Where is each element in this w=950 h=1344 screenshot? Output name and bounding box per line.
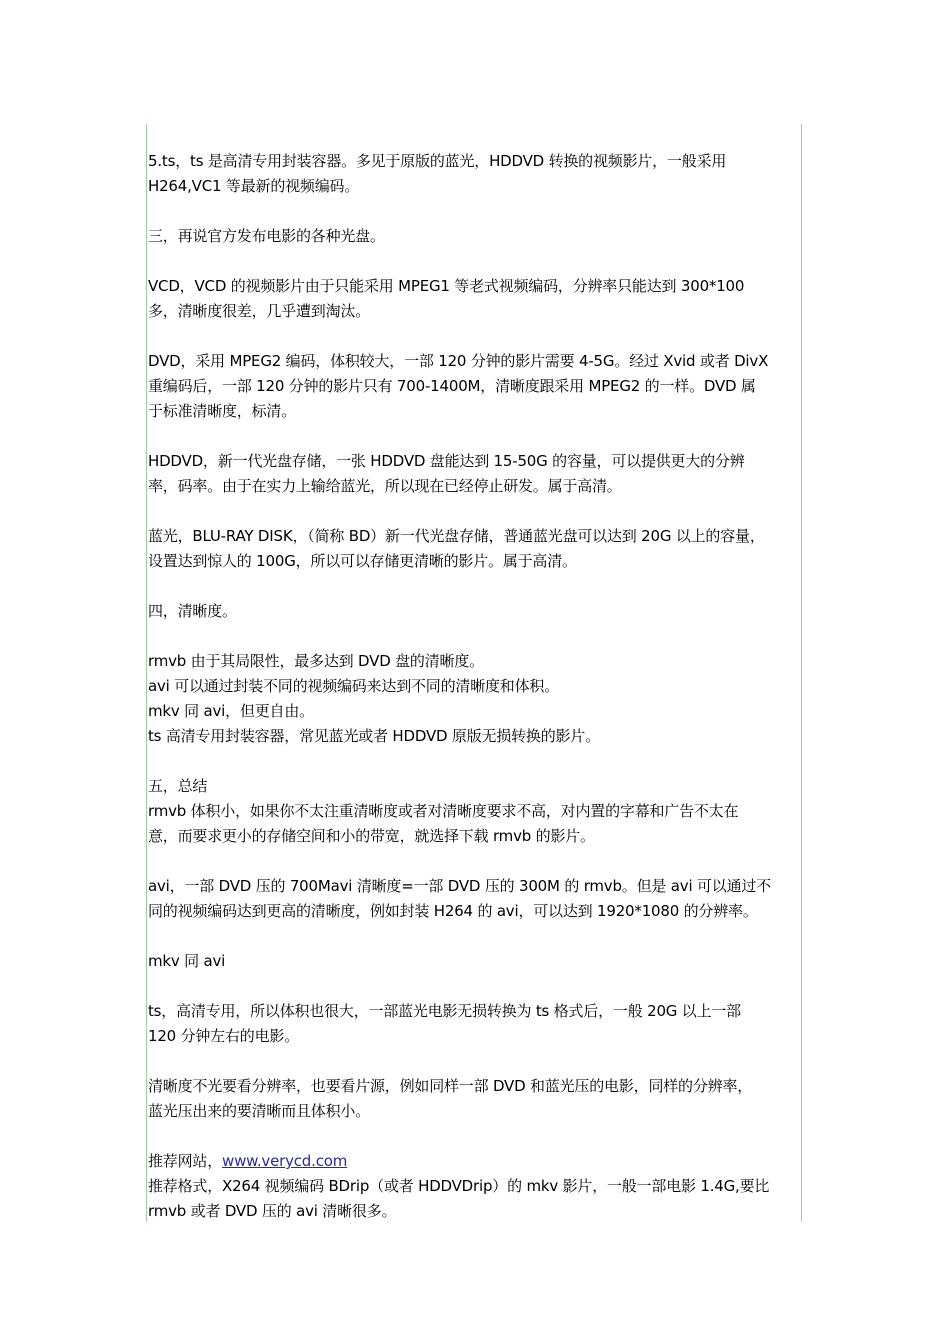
paragraph-line: rmvb 体积小，如果你不太注重清晰度或者对清晰度要求不高，对内置的字幕和广告不太在 xyxy=(148,802,739,820)
paragraph-line: avi 可以通过封装不同的视频编码来达到不同的清晰度和体积。 xyxy=(148,677,560,695)
paragraph-line: avi，一部 DVD 压的 700Mavi 清晰度=一部 DVD 压的 300M 的 rmvb。但是 avi 可以通过不 xyxy=(148,877,771,895)
paragraph-line: 意，而要求更小的存储空间和小的带宽，就选择下载 rmvb 的影片。 xyxy=(148,827,595,845)
paragraph-line: 多，清晰度很差，几乎遭到淘汰。 xyxy=(148,302,371,320)
paragraph-line: HDDVD，新一代光盘存储，一张 HDDVD 盘能达到 15-50G 的容量，可以提供更大的分辨 xyxy=(148,452,745,470)
paragraph-line: 蓝光压出来的要清晰而且体积小。 xyxy=(148,1102,371,1120)
paragraph-line: DVD，采用 MPEG2 编码，体积较大，一部 120 分钟的影片需要 4-5G。经过 Xvid 或者 DivX xyxy=(148,352,769,370)
recommended-site-label: 推荐网站， xyxy=(148,1152,223,1170)
document-body xyxy=(148,149,812,1224)
recommended-site-line xyxy=(148,1149,812,1174)
paragraph-line: 120 分钟左右的电影。 xyxy=(148,1027,299,1045)
recommended-format-line: rmvb 或者 DVD 压的 avi 清晰很多。 xyxy=(148,1202,397,1220)
paragraph-line: 同的视频编码达到更高的清晰度，例如封装 H264 的 avi，可以达到 1920*1080 的分辨率。 xyxy=(148,902,758,920)
paragraph-line: ts 高清专用封装容器，常见蓝光或者 HDDVD 原版无损转换的影片。 xyxy=(148,727,600,745)
paragraph-line: 清晰度不光要看分辨率，也要看片源，例如同样一部 DVD 和蓝光压的电影，同样的分辨率， xyxy=(148,1077,753,1095)
paragraph-line: 重编码后，一部 120 分钟的影片只有 700-1400M，清晰度跟采用 MPEG2 的一样。DVD 属 xyxy=(148,377,756,395)
section-heading: 五，总结 xyxy=(148,777,208,795)
paragraph-line: 5.ts，ts 是高清专用封装容器。多见于原版的蓝光，HDDVD 转换的视频影片，一般采用 xyxy=(148,152,727,170)
section-heading: 三，再说官方发布电影的各种光盘。 xyxy=(148,227,385,245)
verycd-link[interactable]: www.verycd.com xyxy=(222,1152,348,1170)
paragraph-line: mkv 同 avi，但更自由。 xyxy=(148,702,314,720)
section-heading: 四，清晰度。 xyxy=(148,602,237,620)
paragraph-line: 设置达到惊人的 100G，所以可以存储更清晰的影片。属于高清。 xyxy=(148,552,577,570)
paragraph-line: 蓝光，BLU-RAY DISK，（简称 BD）新一代光盘存储，普通蓝光盘可以达到 20G 以上的容量， xyxy=(148,527,765,545)
paragraph-line: mkv 同 avi xyxy=(148,952,226,970)
paragraph-line: 率，码率。由于在实力上输给蓝光，所以现在已经停止研发。属于高清。 xyxy=(148,477,622,495)
paragraph-line: rmvb 由于其局限性，最多达到 DVD 盘的清晰度。 xyxy=(148,652,484,670)
left-border-rule xyxy=(146,124,147,1222)
paragraph-line: ts，高清专用，所以体积也很大，一部蓝光电影无损转换为 ts 格式后，一般 20G 以上一部 xyxy=(148,1002,741,1020)
paragraph-line: VCD，VCD 的视频影片由于只能采用 MPEG1 等老式视频编码，分辨率只能达到 300*100 xyxy=(148,277,745,295)
paragraph-line: H264,VC1 等最新的视频编码。 xyxy=(148,177,360,195)
paragraph-line: 于标准清晰度，标清。 xyxy=(148,402,297,420)
recommended-format-line: 推荐格式，X264 视频编码 BDrip（或者 HDDVDrip）的 mkv 影片，一般一部电影 1.4G,要比 xyxy=(148,1177,770,1195)
